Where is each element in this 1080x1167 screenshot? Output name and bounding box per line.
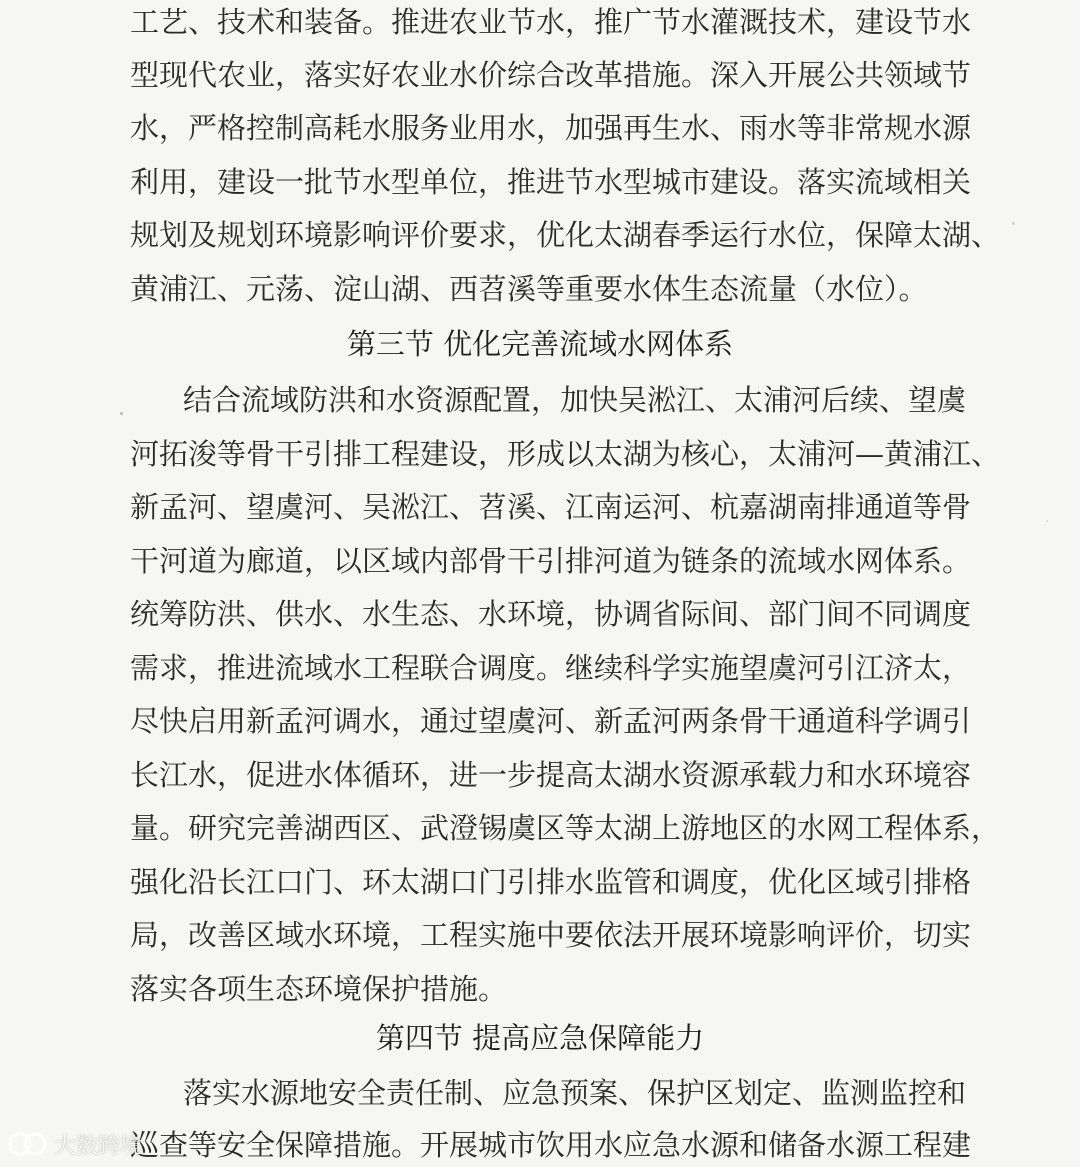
para2-line-9: 量。研究完善湖西区、武澄锡虞区等太湖上游地区的水网工程体系， [130, 811, 1001, 845]
scan-speck [1046, 520, 1048, 522]
para1-line-5: 规划及规划环境影响评价要求，优化太湖春季运行水位，保障太湖、 [130, 218, 1001, 252]
para2-line-2: 河拓浚等骨干引排工程建设，形成以太湖为核心，太浦河—黄浦江、 [130, 437, 1001, 471]
para2-line-1: 结合流域防洪和水资源配置，加快吴淞江、太浦河后续、望虞 [183, 383, 967, 417]
para2-line-4: 干河道为廊道，以区域内部骨干引排河道为链条的流域水网体系。 [130, 544, 972, 578]
para2-line-7: 尽快启用新孟河调水，通过望虞河、新孟河两条骨干通道科学调引 [130, 704, 972, 738]
para1-line-4: 利用，建设一批节水型单位，推进节水型城市建设。落实流域相关 [130, 165, 972, 199]
para1-line-2: 型现代农业，落实好农业水价综合改革措施。深入开展公共领域节 [130, 58, 972, 92]
para2-line-10: 强化沿长江口门、环太湖口门引排水监管和调度，优化区域引排格 [130, 865, 972, 899]
dashujiakjing-logo-icon [8, 1129, 48, 1159]
para2-line-11: 局，改善区域水环境，工程实施中要依法开展环境影响评价，切实 [130, 918, 972, 952]
para3-line-2: 巡查等安全保障措施。开展城市饮用水应急水源和储备水源工程建 [130, 1128, 972, 1162]
scan-speck [1012, 222, 1015, 225]
section-3-heading: 第三节 优化完善流域水网体系 [346, 327, 734, 361]
para3-line-1: 落实水源地安全责任制、应急预案、保护区划定、监测监控和 [183, 1076, 967, 1110]
para1-line-6: 黄浦江、元荡、淀山湖、西苕溪等重要水体生态流量（水位）。 [130, 272, 928, 306]
para1-line-3: 水，严格控制高耗水服务业用水，加强再生水、雨水等非常规水源 [130, 111, 972, 145]
para2-line-5: 统筹防洪、供水、水生态、水环境，协调省际间、部门间不同调度 [130, 597, 972, 631]
para2-line-8: 长江水，促进水体循环，进一步提高太湖水资源承载力和水环境容 [130, 758, 972, 792]
para2-line-3: 新孟河、望虞河、吴淞江、苕溪、江南运河、杭嘉湖南排通道等骨 [130, 490, 972, 524]
section-4-heading: 第四节 提高应急保障能力 [375, 1021, 705, 1055]
para2-line-6: 需求，推进流域水工程联合调度。继续科学实施望虞河引江济太， [130, 651, 972, 685]
scan-speck [120, 412, 123, 415]
watermark-text: 大数跨境 [54, 1133, 143, 1159]
watermark [8, 1124, 142, 1164]
para2-line-12: 落实各项生态环境保护措施。 [130, 972, 508, 1006]
para1-line-1: 工艺、技术和装备。推进农业节水，推广节水灌溉技术，建设节水 [130, 5, 972, 39]
